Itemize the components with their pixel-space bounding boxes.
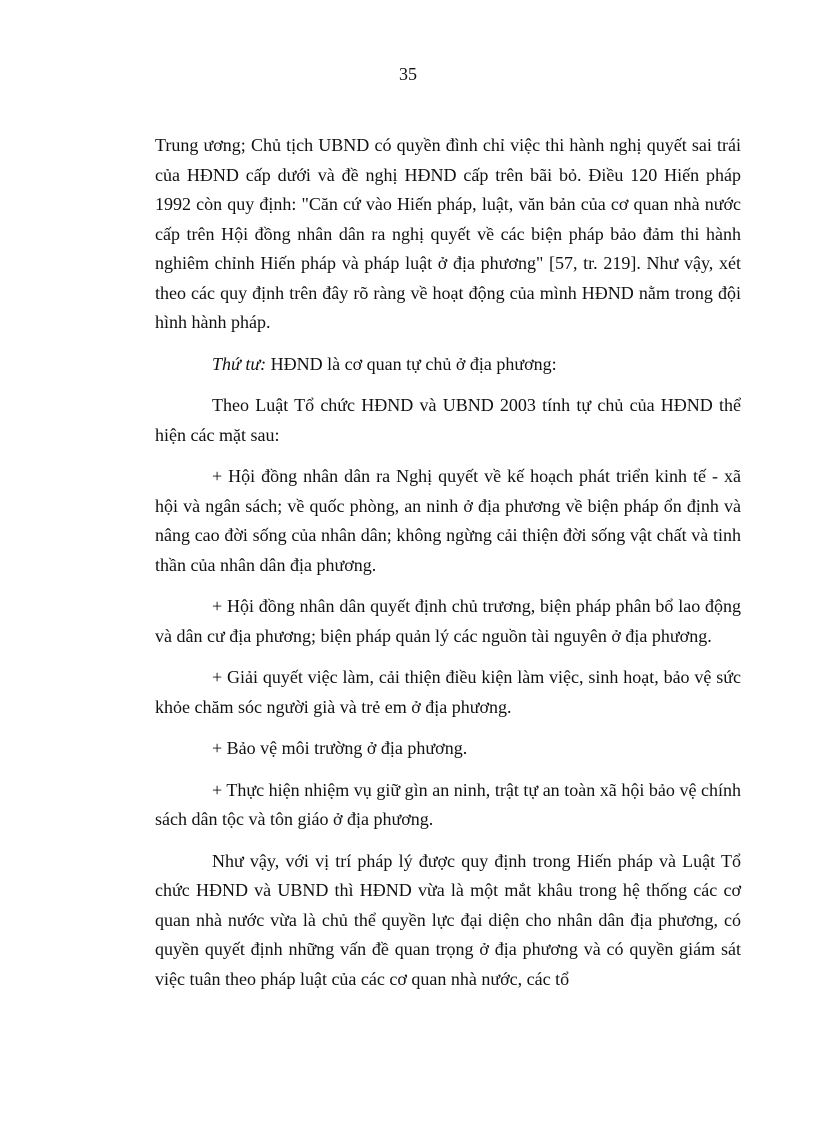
list-item-employment: + Giải quyết việc làm, cải thiện điều kiện làm việc, sinh hoạt, bảo vệ sức khỏe chăm sóc người già và trẻ em ở địa phương. (155, 667, 741, 717)
list-item-labor: + Hội đồng nhân dân quyết định chủ trương, biện pháp phân bổ lao động và dân cư địa phương; biện pháp quản lý các nguồn tài nguyên ở địa phương. (155, 596, 741, 646)
paragraph-continuation: Trung ương; Chủ tịch UBND có quyền đình chỉ việc thi hành nghị quyết sai trái của HĐND cấp dưới và đề nghị HĐND cấp trên bãi bỏ. Điều 120 Hiến pháp 1992 còn quy định: "Căn cứ vào Hiến pháp, luật, văn bản của cơ quan nhà nước cấp trên Hội đồng nhân dân ra nghị quyết về các biện pháp bảo đảm thi hành nghiêm chỉnh Hiến pháp và pháp luật ở địa phương" [57, tr. 219]. Như vậy, xét theo các quy định trên đây rõ ràng về hoạt động của mình HĐND nằm trong đội hình hành pháp. (155, 135, 741, 332)
paragraph-law-2003: Theo Luật Tổ chức HĐND và UBND 2003 tính tự chủ của HĐND thể hiện các mặt sau: (155, 395, 741, 445)
paragraph-conclusion: Như vậy, với vị trí pháp lý được quy định trong Hiến pháp và Luật Tổ chức HĐND và UBND thì HĐND vừa là một mắt khâu trong hệ thống các cơ quan nhà nước vừa là chủ thể quyền lực đại diện cho nhân dân địa phương, có quyền quyết định những vấn đề quan trọng ở địa phương và có quyền giám sát việc tuân theo pháp luật của các cơ quan nhà nước, các tổ (155, 850, 741, 989)
paragraph-text: HĐND là cơ quan tự chủ ở địa phương: (266, 353, 557, 374)
list-item-environment: + Bảo vệ môi trường ở địa phương. (212, 738, 468, 758)
paragraph-lead-italic: Thứ tư: (212, 353, 267, 374)
document-body (155, 131, 741, 1006)
list-item-security: + Thực hiện nhiệm vụ giữ gìn an ninh, trật tự an toàn xã hội bảo vệ chính sách dân tộc và tôn giáo ở địa phương. (155, 779, 741, 829)
paragraph-thu-tu (155, 350, 741, 380)
list-item-resolution: + Hội đồng nhân dân ra Nghị quyết về kế hoạch phát triển kinh tế - xã hội và ngân sách; về quốc phòng, an ninh ở địa phương về biện pháp ổn định và nâng cao đời sống của nhân dân; không ngừng cải thiện đời sống vật chất và tinh thần của nhân dân địa phương. (155, 466, 741, 575)
page-number: 35 (399, 64, 417, 84)
